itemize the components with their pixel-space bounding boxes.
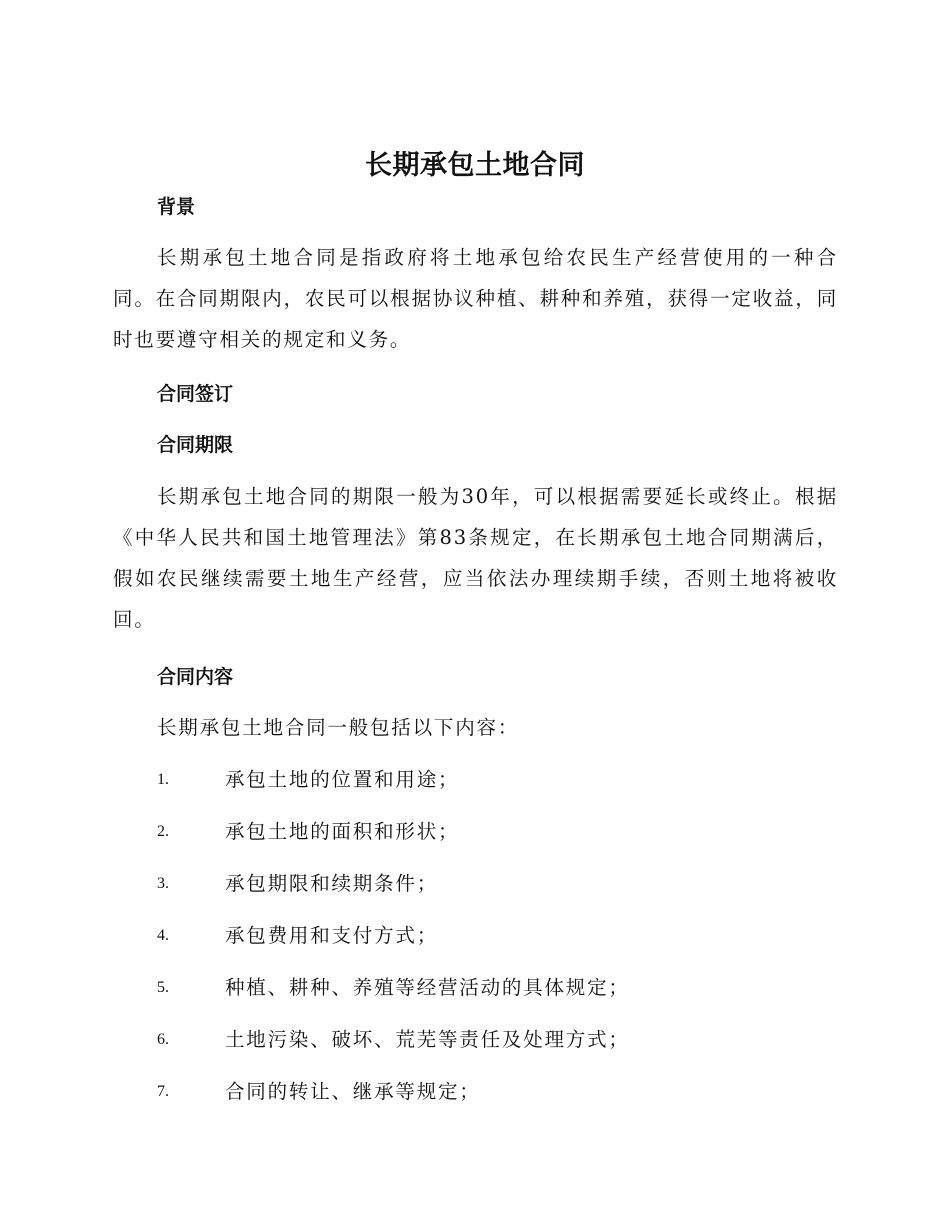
content-intro: 长期承包土地合同一般包括以下内容： [157, 716, 520, 739]
list-item [157, 921, 857, 951]
list-item-number: 6. [157, 1031, 169, 1048]
list-item-text: 承包土地的面积和形状； [225, 820, 460, 843]
document-title: 长期承包土地合同 [365, 150, 585, 181]
list-item-number: 3. [157, 875, 169, 892]
list-item-number: 2. [157, 823, 169, 840]
list-item-text: 承包费用和支付方式； [225, 924, 439, 947]
background-paragraph: 长期承包土地合同是指政府将土地承包给农民生产经营使用的一种合同。在合同期限内，农民可以根据协议种植、耕种和养殖，获得一定收益，同时也要遵守相关的规定和义务。 [113, 246, 838, 351]
list-item [157, 817, 857, 847]
section-heading-content: 合同内容 [157, 666, 234, 688]
list-item [157, 765, 857, 795]
list-item [157, 869, 857, 899]
list-item-text: 承包期限和续期条件； [225, 872, 439, 895]
list-item-text: 种植、耕种、养殖等经营活动的具体规定； [225, 976, 630, 999]
list-item [157, 973, 857, 1003]
section-heading-background: 背景 [157, 196, 196, 218]
list-item-number: 4. [157, 927, 169, 944]
list-item-number: 1. [157, 771, 169, 788]
list-item-number: 7. [157, 1083, 169, 1100]
list-item-number: 5. [157, 979, 169, 996]
list-item-text: 合同的转让、继承等规定； [225, 1080, 481, 1103]
section-heading-term: 合同期限 [157, 434, 234, 456]
list-item-text: 土地污染、破坏、荒芜等责任及处理方式； [225, 1028, 630, 1051]
term-paragraph: 长期承包土地合同的期限一般为30年，可以根据需要延长或终止。根据《中华人民共和国土地管理法》第83条规定，在长期承包土地合同期满后，假如农民继续需要土地生产经营，应当依法办理续期手续，否则土地将被收回。 [113, 485, 838, 631]
list-item-text: 承包土地的位置和用途； [225, 768, 460, 791]
section-heading-signing: 合同签订 [157, 383, 234, 405]
list-item [157, 1077, 857, 1107]
list-item [157, 1025, 857, 1055]
